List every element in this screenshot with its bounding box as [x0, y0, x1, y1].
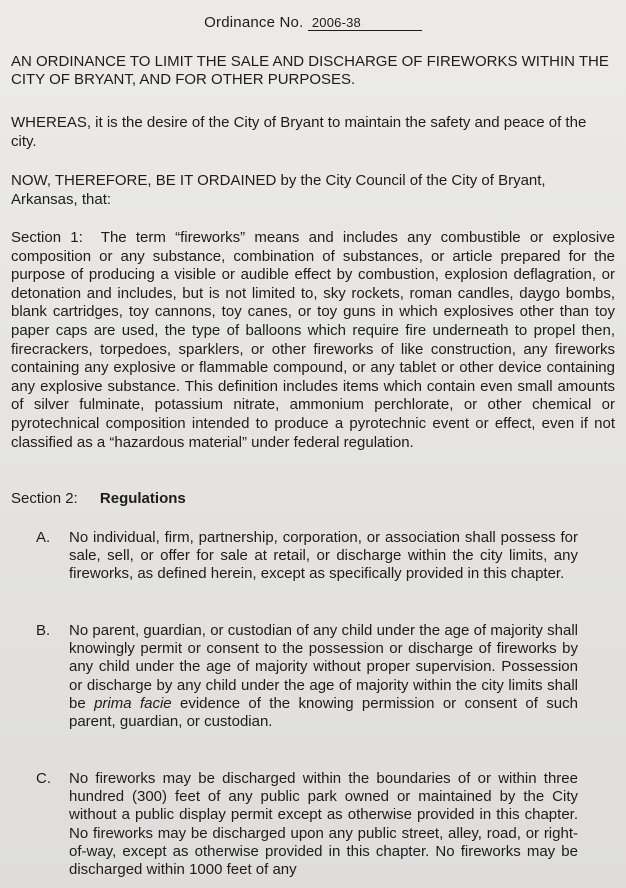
ordinance-number: 2006-38 [308, 15, 422, 31]
section-1-text: The term “fireworks” means and includes any combustible or explosive composition or any substance, combination of substances, or article prepared for the purpose of producing a visible or audible effect by combustion, explosion deflagration, or detonation and includes, but is not limited to, sky rockets, roman candles, daygo bombs, blank cartridges, toy cannons, toy canes, or toy guns in which explosives other than toy paper caps are used, the type of balloons which require fire underneath to propel then, firecrackers, torpedoes, sparklers, or other fireworks of like construction, any fireworks containing any explosive or flammable compound, or any tablet or other device containing any explosive substance. This definition includes items which contain even small amounts of silver fulminate, potassium nitrate, ammonium perchlorate, or other chemical or pyrotechnical composition intended to produce a pyrotechnic event or effect, even if not classified as a “hazardous material” under federal regulation. [11, 229, 616, 451]
item-text: No individual, firm, partnership, corporation, or association shall possess for sale, sell, or offer for sale at retail, or discharge within the city limits, any fireworks, as defined herein, except as specifically provided in this chapter. [69, 529, 578, 583]
item-text-part: evidence of the knowing permission or consent of such parent, guardian, or custodian. [69, 694, 578, 731]
item-text-part: No parent, guardian, or custodian of any child under the age of majority shall knowingly permit or consent to the possession or discharge of fireworks by any child under the age of majority without proper supervision. Possession or discharge by any child under the age of majority within the city limits shall be [69, 622, 578, 712]
regulation-item-b [36, 622, 578, 731]
section-2-heading [11, 490, 615, 509]
item-text [69, 622, 578, 731]
item-text: No fireworks may be discharged within the boundaries of or within three hundred (300) feet of any public park owned or maintained by the City without a public display permit except as otherwise provided in this chapter. No fireworks may be discharged upon any public street, alley, road, or right-of-way, except as otherwise provided in this chapter. No fireworks may be discharged within 1000 feet of any [69, 770, 578, 879]
ordinance-title [0, 14, 626, 31]
item-text-italic: prima facie [94, 694, 172, 712]
regulation-item-a [36, 529, 578, 584]
section-2-label: Section 2: [11, 490, 78, 507]
item-letter: A. [36, 529, 51, 546]
ordinance-heading: AN ORDINANCE TO LIMIT THE SALE AND DISCHARGE OF FIREWORKS WITHIN THE CITY OF BRYANT, AND FOR OTHER PURPOSES. [11, 53, 609, 88]
section-1-label: Section 1: [11, 229, 83, 246]
section-1 [11, 229, 615, 452]
item-letter: C. [36, 770, 51, 787]
section-2-title: Regulations [99, 490, 186, 507]
item-letter: B. [36, 622, 51, 639]
ordaining-clause: NOW, THEREFORE, BE IT ORDAINED by the City Council of the City of Bryant, Arkansas, that: [11, 172, 546, 208]
whereas-clause: WHEREAS, it is the desire of the City of Bryant to maintain the safety and peace of the city. [11, 114, 587, 150]
regulation-item-c [36, 770, 578, 879]
ordinance-title-prefix: Ordinance No. [204, 14, 304, 31]
